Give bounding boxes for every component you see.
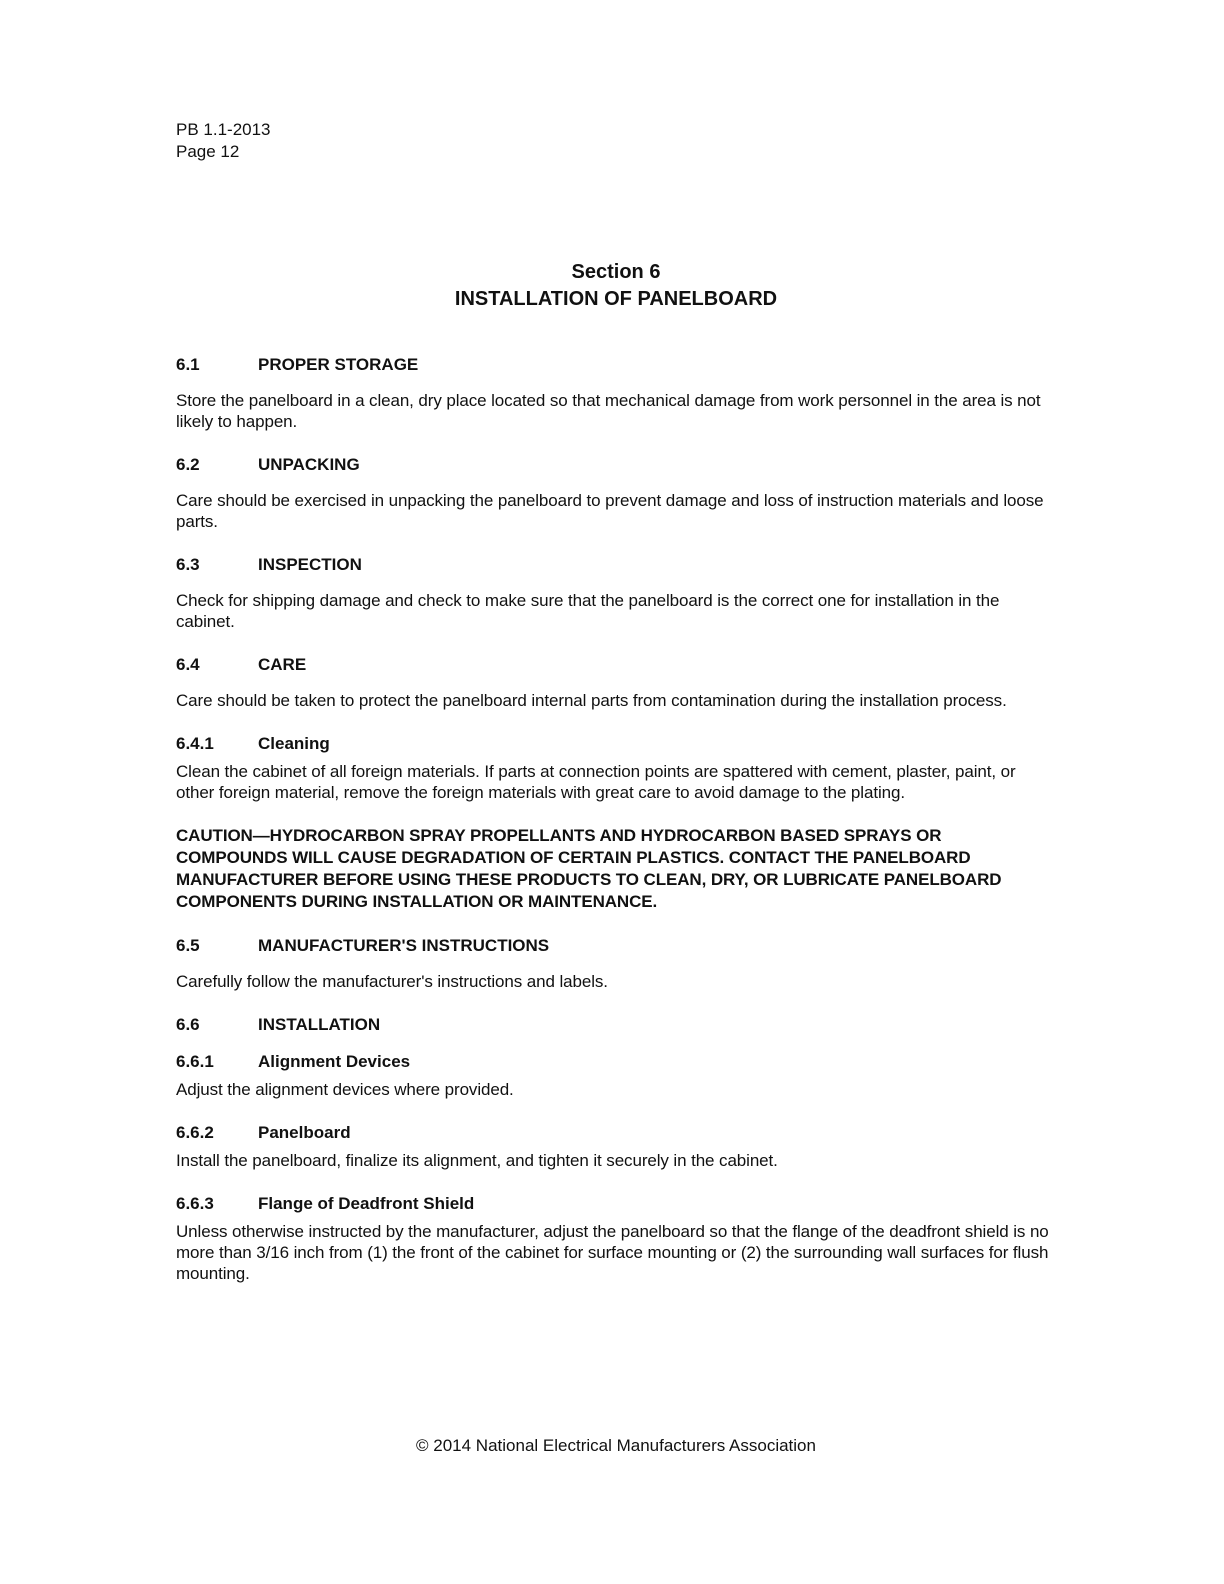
- paragraph-6-6-1: Adjust the alignment devices where provided.: [176, 1080, 514, 1099]
- copyright-footer: © 2014 National Electrical Manufacturers Association: [416, 1436, 816, 1455]
- paragraph-6-3: Check for shipping damage and check to make sure that the panelboard is the correct one for installation in the cabinet.: [176, 591, 1000, 631]
- paragraph-6-6-3: Unless otherwise instructed by the manufacturer, adjust the panelboard so that the flange of the deadfront shield is no more than 3/16 inch from (1) the front of the cabinet for surface mounting or (2) the surrounding wall surfaces for flush mounting.: [176, 1222, 1049, 1283]
- heading-number: 6.4.1: [176, 734, 214, 753]
- heading-title: Alignment Devices: [258, 1052, 411, 1071]
- page-number: Page 12: [176, 142, 240, 161]
- heading-number: 6.1: [176, 355, 200, 374]
- heading-6-3: [176, 554, 1056, 575]
- heading-number: 6.5: [176, 936, 200, 955]
- paragraph-6-5: Carefully follow the manufacturer's instructions and labels.: [176, 972, 608, 991]
- document-body: [176, 354, 1056, 1284]
- heading-number: 6.6: [176, 1015, 200, 1034]
- document-header: [176, 119, 271, 163]
- heading-number: 6.3: [176, 555, 200, 574]
- caution-notice: CAUTION—HYDROCARBON SPRAY PROPELLANTS AND HYDROCARBON BASED SPRAYS OR COMPOUNDS WILL CAUSE DEGRADATION OF CERTAIN PLASTICS. CONTACT THE PANELBOARD MANUFACTURER BEFORE USING THESE PRODUCTS TO CLEAN, DRY, OR LUBRICATE PANELBOARD COMPONENTS DURING INSTALLATION OR MAINTENANCE.: [176, 826, 1002, 911]
- section-title-block: [0, 259, 1224, 313]
- heading-title: Flange of Deadfront Shield: [258, 1194, 475, 1213]
- paragraph-6-2: Care should be exercised in unpacking the panelboard to prevent damage and loss of instruction materials and loose parts.: [176, 491, 1044, 531]
- paragraph-6-4-1: Clean the cabinet of all foreign materials. If parts at connection points are spattered with cement, plaster, paint, or other foreign material, remove the foreign materials with great care to avoid damage to the plating.: [176, 762, 1016, 802]
- heading-6-2: [176, 454, 1056, 475]
- heading-title: Cleaning: [258, 734, 330, 753]
- heading-number: 6.6.3: [176, 1194, 214, 1213]
- heading-title: PROPER STORAGE: [258, 355, 419, 374]
- heading-title: INSPECTION: [258, 555, 362, 574]
- document-id: PB 1.1-2013: [176, 120, 271, 139]
- heading-6-4-1: [176, 733, 1056, 754]
- paragraph-6-1: Store the panelboard in a clean, dry place located so that mechanical damage from work personnel in the area is not likely to happen.: [176, 391, 1041, 431]
- heading-number: 6.6.1: [176, 1052, 214, 1071]
- heading-6-6: [176, 1014, 1056, 1035]
- heading-6-1: [176, 354, 1056, 375]
- heading-6-4: [176, 654, 1056, 675]
- heading-title: CARE: [258, 655, 307, 674]
- heading-title: Panelboard: [258, 1123, 351, 1142]
- heading-6-6-1: [176, 1051, 1056, 1072]
- heading-6-6-3: [176, 1193, 1056, 1214]
- heading-title: INSTALLATION: [258, 1015, 381, 1034]
- heading-title: UNPACKING: [258, 455, 360, 474]
- section-name: INSTALLATION OF PANELBOARD: [454, 288, 778, 310]
- heading-6-6-2: [176, 1122, 1056, 1143]
- section-number: Section 6: [571, 261, 661, 283]
- heading-number: 6.4: [176, 655, 200, 674]
- heading-number: 6.6.2: [176, 1123, 214, 1142]
- paragraph-6-6-2: Install the panelboard, finalize its alignment, and tighten it securely in the cabinet.: [176, 1151, 778, 1170]
- heading-title: MANUFACTURER'S INSTRUCTIONS: [258, 936, 550, 955]
- paragraph-6-4: Care should be taken to protect the panelboard internal parts from contamination during the installation process.: [176, 691, 1007, 710]
- heading-number: 6.2: [176, 455, 200, 474]
- heading-6-5: [176, 935, 1056, 956]
